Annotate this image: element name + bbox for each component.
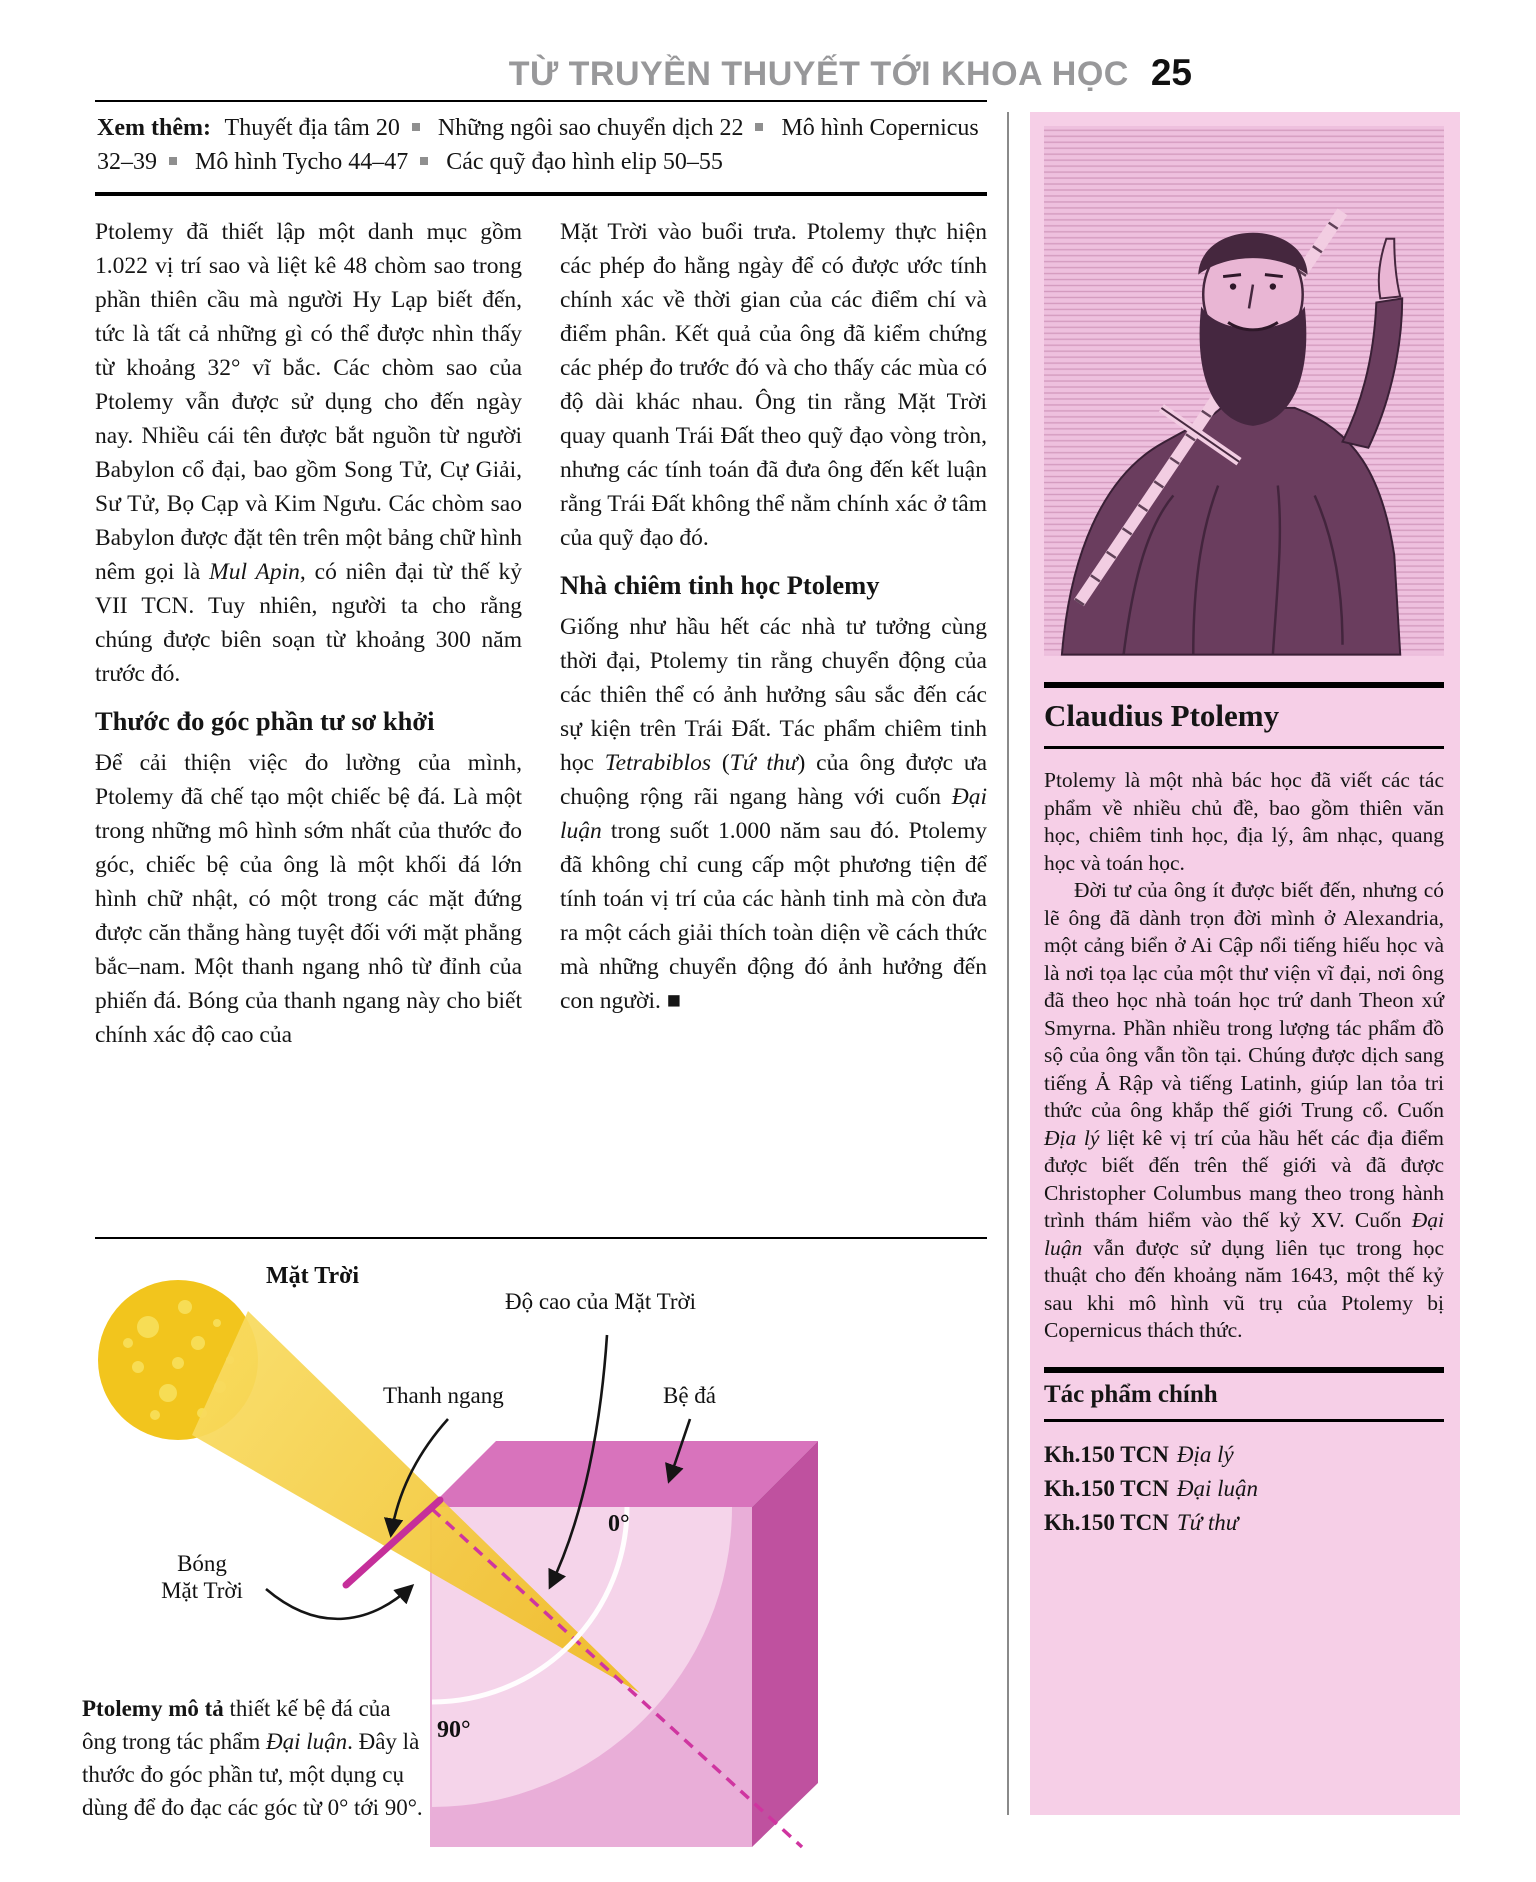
biography-sidebar [1030, 112, 1460, 1815]
article-column-2 [560, 215, 987, 1052]
bullet-separator-icon [412, 123, 420, 131]
see-also-link-ellipse[interactable]: Các quỹ đạo hình elip 50–55 [446, 149, 723, 175]
bio-paragraph: Ptolemy là một nhà bác học đã viết các tác phẩm về nhiều chủ đề, bao gồm thiên văn học, chiêm tinh học, địa lý, âm nhạc, quang học và toán học. [1044, 768, 1444, 875]
key-works-title: Tác phẩm chính [1044, 1367, 1444, 1422]
see-also-label: Xem thêm: [97, 115, 211, 141]
work-date: Kh.150 TCN [1044, 1509, 1169, 1535]
paragraph: Ptolemy đã thiết lập một danh mục gồm 1.022 vị trí sao và liệt kê 48 chòm sao trong phần thiên cầu mà người Hy Lạp biết đến, tức là tất cả những gì có thể được nhìn thấy từ khoảng 32° vĩ bắc. Các chòm sao của Ptolemy vẫn được sử dụng cho đến ngày nay. Nhiều cái tên được bắt nguồn từ người Babylon cổ đại, bao gồm Song Tử, Cự Giải, Sư Tử, Bọ Cạp và Kim Ngưu. Các chòm sao Babylon được đặt tên trên một bảng chữ hình nêm gọi là Mul Apin, có niên đại từ thế kỷ VII TCN. Tuy nhiên, người ta cho rằng chúng được biên soạn từ khoảng 300 năm trước đó. [95, 219, 522, 687]
label-angle-0: 0° [608, 1511, 630, 1537]
ptolemy-portrait [1044, 126, 1444, 656]
page-header [0, 52, 1192, 94]
work-item [1044, 1472, 1444, 1506]
divider-rule [95, 1237, 987, 1239]
label-angle-90: 90° [437, 1717, 471, 1743]
see-also-box [95, 100, 987, 196]
bio-paragraph: Đời tư của ông ít được biết đến, nhưng có lẽ ông đã dành trọn đời mình ở Alexandria, một cảng biển ở Ai Cập nổi tiếng hiếu học và là nơi tọa lạc của một thư viện vĩ đại, nơi ông đã theo học nhà toán học trứ danh Theon xứ Smyrna. Phần nhiều trong lượng tác phẩm đồ sộ của ông vẫn tồn tại. Chúng được dịch sang tiếng Ả Rập và tiếng Latinh, giúp lan tỏa tri thức của ông khắp thế giới Trung cổ. Cuốn Địa lý liệt kê vị trí của hầu hết các địa điểm được biết đến trên thế giới và đã được Christopher Columbus mang theo trong hành trình thám hiểm vào thế kỷ XV. Cuốn Đại luận vẫn được sử dụng liên tục trong học thuật cho đến khoảng năm 1643, một thế kỷ sau khi mô hình vũ trụ của Ptolemy bị Copernicus thách thức. [1044, 878, 1444, 1342]
paragraph: Để cải thiện việc đo lường của mình, Ptolemy đã chế tạo một chiếc bệ đá. Là một trong những mô hình sớm nhất của thước đo góc, chiếc bệ của ông là một khối đá lớn hình chữ nhật, có một trong các mặt đứng được căn thẳng hàng tuyệt đối với mặt phẳng bắc–nam. Một thanh ngang nhô từ đỉnh của phiến đá. Bóng của thanh ngang này cho biết chính xác độ cao của [95, 750, 522, 1048]
paragraph: Mặt Trời vào buổi trưa. Ptolemy thực hiện các phép đo hằng ngày để có được ước tính chính xác về thời gian của các điểm chí và điểm phân. Kết quả của ông đã kiểm chứng các phép đo trước đó và cho thấy các mùa có độ dài khác nhau. Ông tin rằng Mặt Trời quay quanh Trái Đất theo quỹ đạo vòng tròn, nhưng các tính toán đã đưa ông đến kết luận rằng Trái Đất không thể nằm chính xác ở tâm của quỹ đạo đó. [560, 219, 987, 551]
label-plinth: Bệ đá [663, 1383, 717, 1408]
work-item [1044, 1438, 1444, 1472]
work-date: Kh.150 TCN [1044, 1475, 1169, 1501]
see-also-link-copernicus[interactable]: Mô hình Copernicus 32–39 [97, 115, 979, 175]
see-also-link-tycho[interactable]: Mô hình Tycho 44–47 [195, 149, 409, 175]
bullet-separator-icon [169, 157, 177, 165]
label-shadow-line1: Bóng [177, 1551, 227, 1576]
work-title: Đại luận [1176, 1475, 1258, 1501]
subheading-astrologer: Nhà chiêm tinh học Ptolemy [560, 570, 880, 600]
work-title: Tứ thư [1176, 1509, 1239, 1535]
work-title: Địa lý [1176, 1441, 1234, 1467]
work-date: Kh.150 TCN [1044, 1441, 1169, 1467]
see-also-link-geocentric[interactable]: Thuyết địa tâm 20 [224, 115, 400, 141]
see-also-link-shifting-stars[interactable]: Những ngôi sao chuyển dịch 22 [437, 115, 744, 141]
stone-plinth-illustration [430, 1441, 818, 1847]
article-column-1 [95, 215, 522, 1052]
portrait-engraving [1044, 126, 1444, 656]
section-title: TỪ TRUYỀN THUYẾT TỚI KHOA HỌC [508, 55, 1129, 93]
label-crossbar: Thanh ngang [383, 1383, 504, 1408]
paragraph: Giống như hầu hết các nhà tư tưởng cùng thời đại, Ptolemy tin rằng chuyển động của các thiên thể có ảnh hưởng sâu sắc đến các sự kiện trên Trái Đất. Tác phẩm chiêm tinh học Tetrabiblos (Tứ thư) của ông được ưa chuộng rộng rãi ngang hàng với cuốn Đại luận trong suốt 1.000 năm sau đó. Ptolemy đã không chỉ cung cấp một phương tiện để tính toán vị trí của các hành tinh mà còn đưa ra một cách giải thích toàn diện về cách thức mà những chuyển động đó ảnh hưởng đến con người. ■ [560, 614, 988, 1014]
label-shadow-line2: Mặt Trời [161, 1578, 243, 1603]
bullet-separator-icon [755, 123, 763, 131]
sidebar-divider [1007, 112, 1009, 1815]
page-number: 25 [1150, 52, 1192, 93]
label-shadow [142, 1550, 262, 1604]
diagram-caption: Ptolemy mô tả thiết kế bệ đá của ông trong tác phẩm Đại luận. Đây là thước đo góc phần tư, một dụng cụ dùng để đo đạc các góc từ 0° tới 90°. [82, 1696, 423, 1820]
article-body [95, 215, 987, 1052]
label-sun-altitude: Độ cao của Mặt Trời [505, 1289, 697, 1314]
sidebar-title: Claudius Ptolemy [1044, 682, 1444, 749]
label-sun: Mặt Trời [266, 1263, 360, 1289]
key-works-list [1044, 1438, 1444, 1540]
bullet-separator-icon [420, 157, 428, 165]
work-item [1044, 1506, 1444, 1540]
subheading-quadrant: Thước đo góc phần tư sơ khởi [95, 706, 435, 736]
